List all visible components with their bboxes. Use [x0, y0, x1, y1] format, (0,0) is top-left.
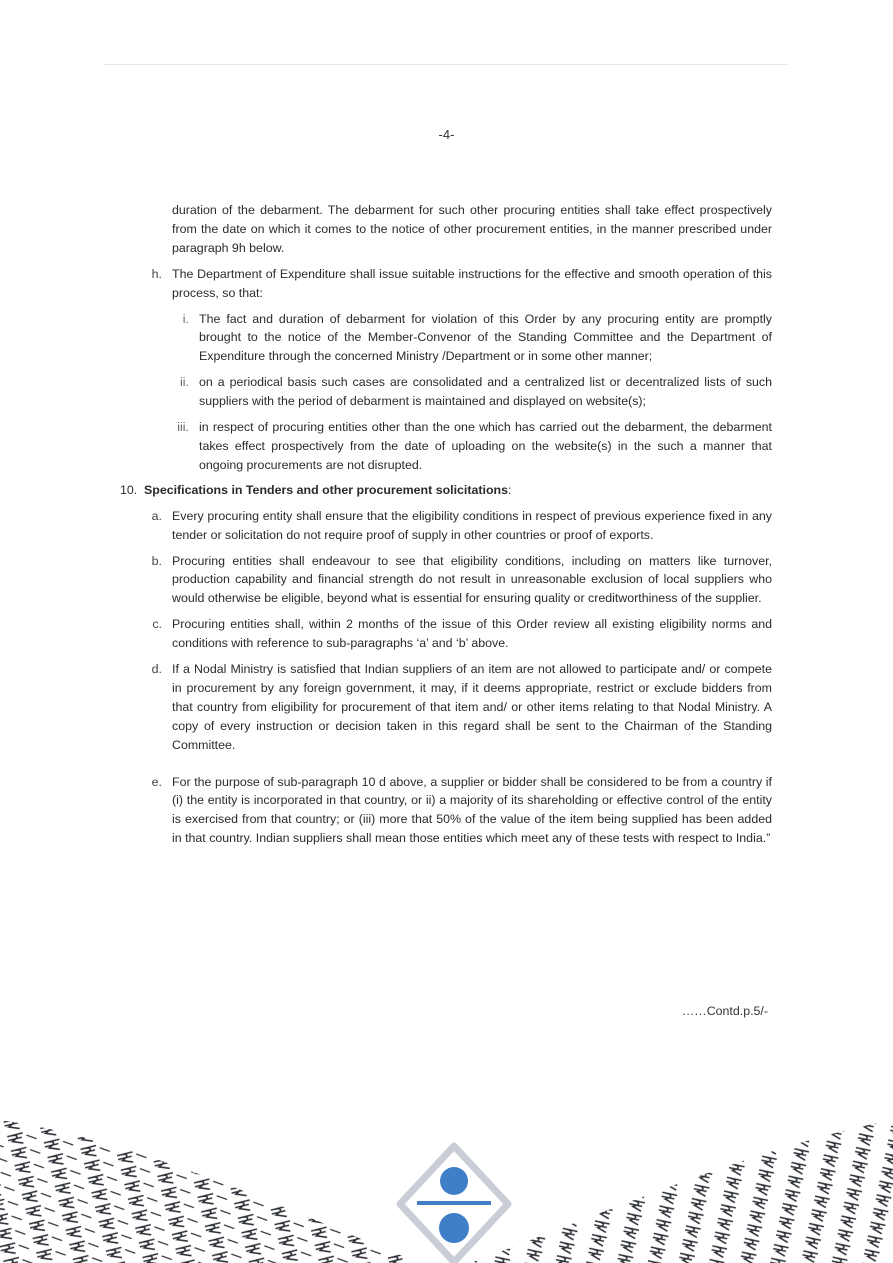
item-text: The Department of Expenditure shall issue suitable instructions for the effective and smooth operation of this process, so that:	[172, 266, 772, 300]
subitem-iii	[120, 418, 772, 475]
section-title-colon: :	[508, 482, 512, 497]
continued-paragraph: duration of the debarment. The debarment for such other procuring entities shall take effect prospectively from the date on which it comes to the notice of other procurement entities, in the manner prescribed under paragraph 9h below.	[172, 203, 772, 255]
continuation-note: ……Contd.p.5/-	[681, 1004, 768, 1018]
page-number: -4-	[438, 127, 455, 142]
subitem-i	[120, 310, 772, 367]
subitem-text: on a periodical basis such cases are consolidated and a centralized list or decentralized lists of such suppliers with the period of debarment is maintained and displayed on website(s);	[199, 375, 772, 409]
item-a	[120, 507, 772, 545]
item-d	[120, 660, 772, 755]
subitem-marker: ii.	[180, 375, 189, 390]
emblem-logo-icon	[400, 1146, 508, 1262]
item-marker: a.	[151, 508, 162, 523]
subitem-marker: i.	[182, 311, 189, 326]
item-e	[120, 773, 772, 849]
subitem-marker: iii.	[177, 420, 189, 435]
section-marker: 10.	[120, 482, 138, 497]
section-title: Specifications in Tenders and other procurement solicitations	[144, 482, 508, 497]
subitem-ii	[120, 373, 772, 411]
item-text: If a Nodal Ministry is satisfied that Indian suppliers of an item are not allowed to participate and/ or compete in procurement by any foreign government, it may, if it deems appropriate, restrict or exclude bidders from that country from eligibility for procurement of that item and/ or other items relating to that Nodal Ministry. A copy of every instruction or decision taken in this regard shall be sent to the Chairman of the Standing Committee.	[172, 662, 772, 752]
section-10-heading	[120, 481, 772, 500]
item-text: Procuring entities shall, within 2 months of the issue of this Order review all existing eligibility norms and conditions with reference to sub-paragraphs ‘a’ and ‘b’ above.	[172, 617, 772, 651]
item-text: For the purpose of sub-paragraph 10 d above, a supplier or bidder shall be considered to be from a country if (i) the entity is incorporated in that country, or ii) a majority of its shareholding or effective control of the entity is exercised from that country; or (iii) more that 50% of the value of the item being supplied has been added in that country. Indian suppliers shall mean those entities which meet any of these tests with respect to India.”	[172, 774, 772, 846]
item-marker: h.	[151, 266, 162, 281]
item-marker: c.	[152, 617, 162, 632]
item-marker: b.	[151, 553, 162, 568]
item-marker: d.	[151, 662, 162, 677]
document-body	[120, 201, 772, 848]
item-h	[120, 265, 772, 303]
subitem-text: The fact and duration of debarment for violation of this Order by any procuring entity are promptly brought to the notice of the Member-Convenor of the Standing Committee and the Department of Expenditure through the concerned Ministry /Department or in some other manner;	[199, 311, 772, 364]
item-marker: e.	[151, 774, 162, 789]
right-rupee-pattern	[470, 1120, 893, 1263]
item-b	[120, 552, 772, 609]
subitem-text: in respect of procuring entities other than the one which has carried out the debarment, the debarment takes effect prospectively from the date of uploading on the website(s) in the such a manner that ongoing procurements are not disrupted.	[199, 420, 772, 472]
left-rupee-pattern	[0, 1120, 420, 1263]
footer-banner	[0, 1120, 893, 1263]
item-c	[120, 615, 772, 653]
item-text: Every procuring entity shall ensure that the eligibility conditions in respect of previous experience fixed in any tender or solicitation do not require proof of supply in other countries or proof of exports.	[172, 508, 772, 542]
header-rule	[104, 64, 788, 65]
item-text: Procuring entities shall endeavour to see that eligibility conditions, including on matters like turnover, production capability and financial strength do not result in unreasonable exclusion of local suppliers who would otherwise be eligible, beyond what is essential for ensuring quality or creditworthiness of the supplier.	[172, 553, 772, 606]
